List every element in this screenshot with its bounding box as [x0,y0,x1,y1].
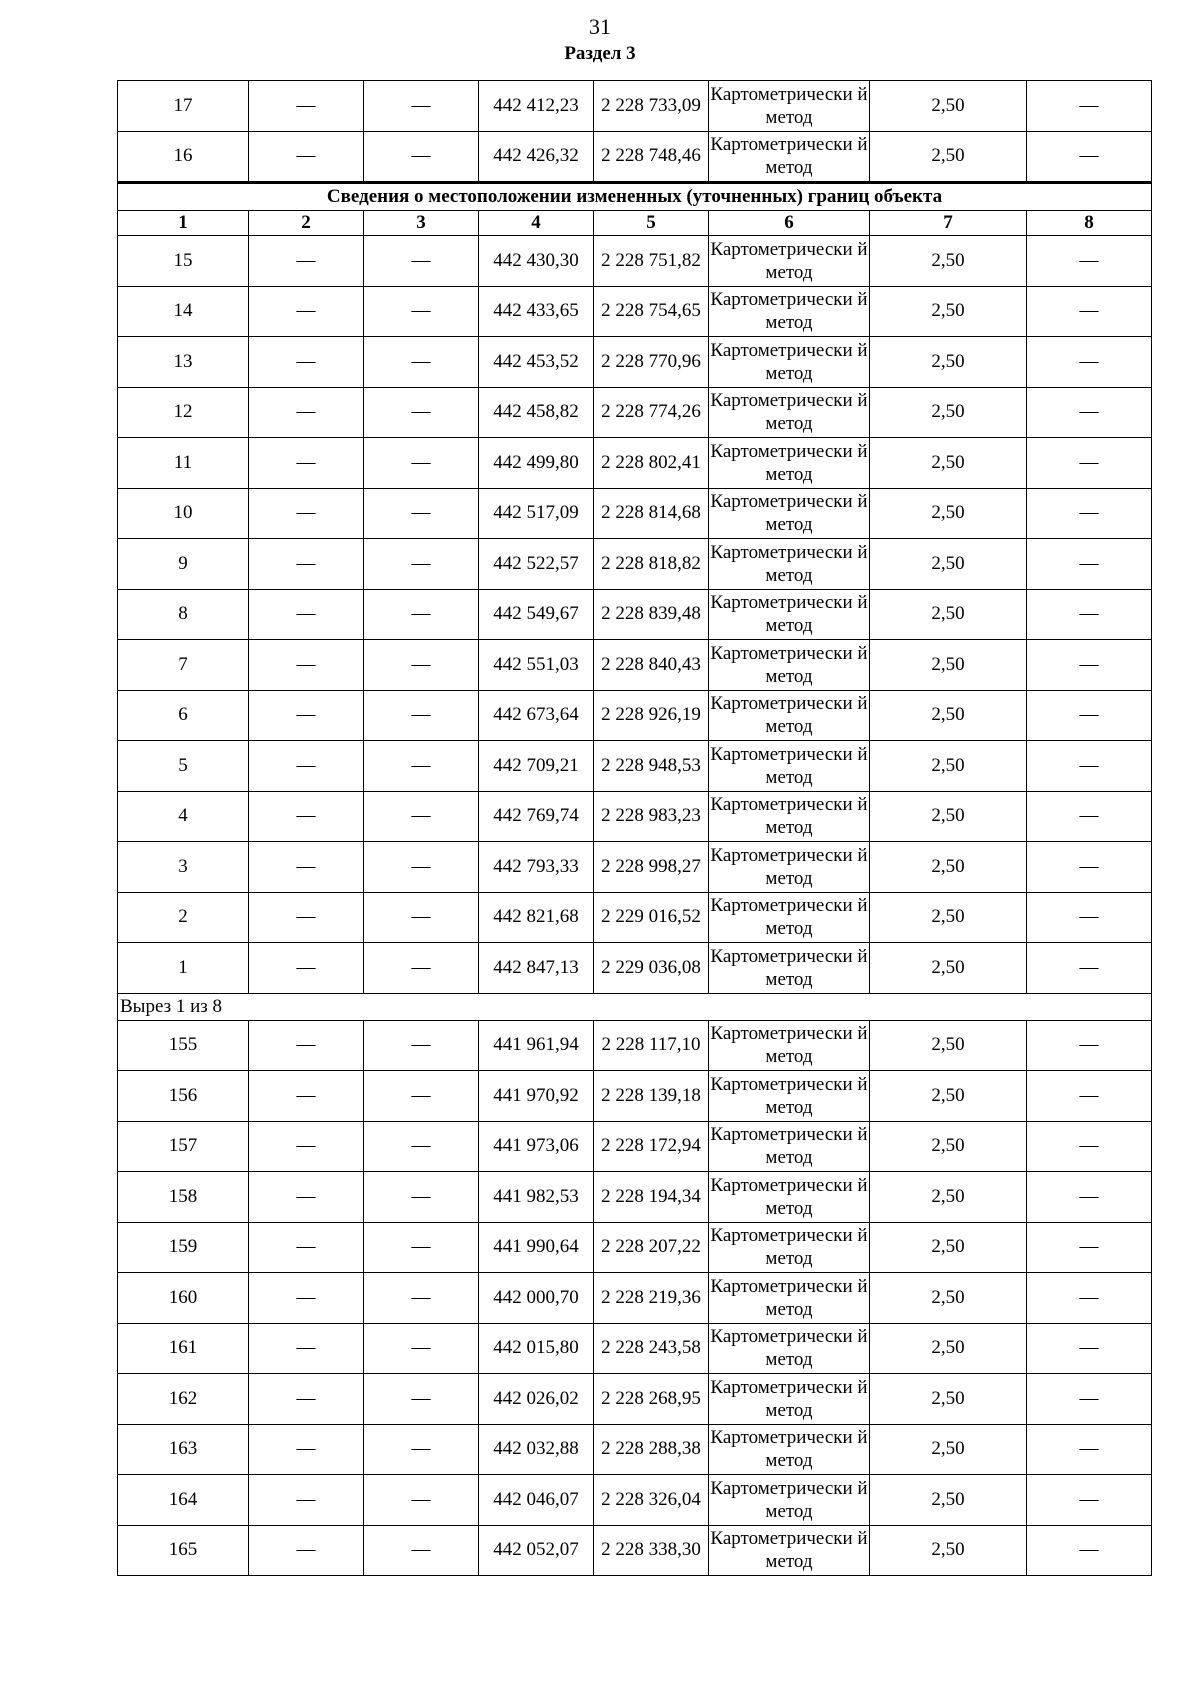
point-number-cell: 13 [118,337,249,388]
accuracy-cell: 2,50 [870,81,1027,132]
accuracy-cell: 2,50 [870,1525,1027,1576]
point-number-cell: 2 [118,892,249,943]
method-cell: Картометрически й метод [709,539,870,590]
point-number-cell: 15 [118,236,249,287]
y-coordinate-cell: 2 229 016,52 [594,892,709,943]
accuracy-cell: 2,50 [870,1020,1027,1071]
col3-cell: — [364,640,479,691]
col2-cell: — [249,337,364,388]
col8-cell: — [1027,589,1152,640]
col8-cell: — [1027,1071,1152,1122]
col3-cell: — [364,387,479,438]
accuracy-cell: 2,50 [870,690,1027,741]
col8-cell: — [1027,690,1152,741]
table-row [118,236,1152,287]
accuracy-cell: 2,50 [870,1071,1027,1122]
accuracy-cell: 2,50 [870,286,1027,337]
col8-cell: — [1027,488,1152,539]
y-coordinate-cell: 2 228 733,09 [594,81,709,132]
y-coordinate-cell: 2 228 814,68 [594,488,709,539]
method-cell: Картометрически й метод [709,1424,870,1475]
accuracy-cell: 2,50 [870,236,1027,287]
col2-cell: — [249,1273,364,1324]
method-cell: Картометрически й метод [709,1475,870,1526]
accuracy-cell: 2,50 [870,131,1027,183]
point-number-cell: 160 [118,1273,249,1324]
col8-cell: — [1027,943,1152,994]
method-cell: Картометрически й метод [709,286,870,337]
point-number-cell: 17 [118,81,249,132]
method-cell: Картометрически й метод [709,943,870,994]
cut-label-row [118,993,1152,1020]
method-cell: Картометрически й метод [709,1323,870,1374]
column-number: 5 [594,211,709,236]
method-cell: Картометрически й метод [709,640,870,691]
table-row [118,131,1152,183]
point-number-cell: 157 [118,1121,249,1172]
accuracy-cell: 2,50 [870,438,1027,489]
method-cell: Картометрически й метод [709,589,870,640]
method-cell: Картометрически й метод [709,131,870,183]
table-row [118,1172,1152,1223]
table-row [118,81,1152,132]
method-cell: Картометрически й метод [709,690,870,741]
accuracy-cell: 2,50 [870,943,1027,994]
table-row [118,690,1152,741]
method-cell: Картометрически й метод [709,438,870,489]
x-coordinate-cell: 442 517,09 [479,488,594,539]
col3-cell: — [364,741,479,792]
column-number: 1 [118,211,249,236]
table-row [118,438,1152,489]
accuracy-cell: 2,50 [870,1424,1027,1475]
method-cell: Картометрически й метод [709,1273,870,1324]
table-row [118,640,1152,691]
x-coordinate-cell: 442 499,80 [479,438,594,489]
section-heading-row [118,183,1152,211]
x-coordinate-cell: 442 026,02 [479,1374,594,1425]
col2-cell: — [249,892,364,943]
method-cell: Картометрически й метод [709,1525,870,1576]
column-number: 2 [249,211,364,236]
x-coordinate-cell: 442 847,13 [479,943,594,994]
method-cell: Картометрически й метод [709,1172,870,1223]
method-cell: Картометрически й метод [709,1121,870,1172]
col2-cell: — [249,488,364,539]
point-number-cell: 6 [118,690,249,741]
table-row [118,943,1152,994]
col3-cell: — [364,1525,479,1576]
table-row [118,337,1152,388]
method-cell: Картометрически й метод [709,1071,870,1122]
x-coordinate-cell: 442 000,70 [479,1273,594,1324]
col3-cell: — [364,438,479,489]
point-number-cell: 156 [118,1071,249,1122]
y-coordinate-cell: 2 228 117,10 [594,1020,709,1071]
col2-cell: — [249,943,364,994]
col2-cell: — [249,286,364,337]
x-coordinate-cell: 441 990,64 [479,1222,594,1273]
table-row [118,387,1152,438]
col2-cell: — [249,1475,364,1526]
accuracy-cell: 2,50 [870,1172,1027,1223]
accuracy-cell: 2,50 [870,1374,1027,1425]
x-coordinate-cell: 442 458,82 [479,387,594,438]
table-row [118,286,1152,337]
col3-cell: — [364,943,479,994]
point-number-cell: 16 [118,131,249,183]
col3-cell: — [364,286,479,337]
accuracy-cell: 2,50 [870,640,1027,691]
x-coordinate-cell: 442 673,64 [479,690,594,741]
accuracy-cell: 2,50 [870,791,1027,842]
col3-cell: — [364,488,479,539]
y-coordinate-cell: 2 228 840,43 [594,640,709,691]
method-cell: Картометрически й метод [709,892,870,943]
x-coordinate-cell: 442 709,21 [479,741,594,792]
col8-cell: — [1027,131,1152,183]
accuracy-cell: 2,50 [870,1121,1027,1172]
table-row [118,488,1152,539]
column-number: 8 [1027,211,1152,236]
y-coordinate-cell: 2 228 839,48 [594,589,709,640]
col2-cell: — [249,1020,364,1071]
col8-cell: — [1027,1121,1152,1172]
y-coordinate-cell: 2 228 983,23 [594,791,709,842]
x-coordinate-cell: 441 970,92 [479,1071,594,1122]
col8-cell: — [1027,842,1152,893]
col3-cell: — [364,1374,479,1425]
col8-cell: — [1027,741,1152,792]
column-number: 3 [364,211,479,236]
col8-cell: — [1027,236,1152,287]
x-coordinate-cell: 442 015,80 [479,1323,594,1374]
x-coordinate-cell: 442 769,74 [479,791,594,842]
col3-cell: — [364,1323,479,1374]
col3-cell: — [364,236,479,287]
y-coordinate-cell: 2 228 243,58 [594,1323,709,1374]
table-row [118,1020,1152,1071]
col3-cell: — [364,1424,479,1475]
col2-cell: — [249,1374,364,1425]
col3-cell: — [364,842,479,893]
col8-cell: — [1027,640,1152,691]
point-number-cell: 162 [118,1374,249,1425]
accuracy-cell: 2,50 [870,1273,1027,1324]
coordinates-table [117,80,1152,1576]
col8-cell: — [1027,1020,1152,1071]
x-coordinate-cell: 442 433,65 [479,286,594,337]
method-cell: Картометрически й метод [709,387,870,438]
col8-cell: — [1027,1273,1152,1324]
col8-cell: — [1027,1424,1152,1475]
point-number-cell: 1 [118,943,249,994]
accuracy-cell: 2,50 [870,589,1027,640]
col3-cell: — [364,1121,479,1172]
section-heading: Сведения о местоположении измененных (уточненных) границ объекта [118,183,1152,211]
x-coordinate-cell: 442 793,33 [479,842,594,893]
col3-cell: — [364,1172,479,1223]
col2-cell: — [249,1424,364,1475]
col8-cell: — [1027,1374,1152,1425]
x-coordinate-cell: 442 522,57 [479,539,594,590]
x-coordinate-cell: 441 982,53 [479,1172,594,1223]
point-number-cell: 5 [118,741,249,792]
x-coordinate-cell: 442 046,07 [479,1475,594,1526]
table-row [118,1273,1152,1324]
y-coordinate-cell: 2 228 288,38 [594,1424,709,1475]
point-number-cell: 164 [118,1475,249,1526]
y-coordinate-cell: 2 228 751,82 [594,236,709,287]
col2-cell: — [249,1222,364,1273]
col8-cell: — [1027,539,1152,590]
col3-cell: — [364,1475,479,1526]
accuracy-cell: 2,50 [870,741,1027,792]
x-coordinate-cell: 442 821,68 [479,892,594,943]
point-number-cell: 155 [118,1020,249,1071]
table-row [118,892,1152,943]
col8-cell: — [1027,387,1152,438]
col3-cell: — [364,81,479,132]
col8-cell: — [1027,1525,1152,1576]
column-number: 7 [870,211,1027,236]
point-number-cell: 163 [118,1424,249,1475]
col8-cell: — [1027,1172,1152,1223]
col2-cell: — [249,438,364,489]
y-coordinate-cell: 2 228 770,96 [594,337,709,388]
col8-cell: — [1027,81,1152,132]
col3-cell: — [364,539,479,590]
y-coordinate-cell: 2 228 172,94 [594,1121,709,1172]
col2-cell: — [249,131,364,183]
col2-cell: — [249,741,364,792]
column-numbers-row [118,211,1152,236]
method-cell: Картометрически й метод [709,1020,870,1071]
col8-cell: — [1027,1323,1152,1374]
col2-cell: — [249,690,364,741]
x-coordinate-cell: 442 430,30 [479,236,594,287]
y-coordinate-cell: 2 228 194,34 [594,1172,709,1223]
col2-cell: — [249,1071,364,1122]
y-coordinate-cell: 2 228 207,22 [594,1222,709,1273]
col3-cell: — [364,892,479,943]
table-body [118,81,1152,1576]
table-row [118,1222,1152,1273]
point-number-cell: 10 [118,488,249,539]
accuracy-cell: 2,50 [870,892,1027,943]
method-cell: Картометрически й метод [709,1374,870,1425]
table-row [118,1525,1152,1576]
point-number-cell: 8 [118,589,249,640]
x-coordinate-cell: 442 412,23 [479,81,594,132]
col2-cell: — [249,1525,364,1576]
col3-cell: — [364,337,479,388]
accuracy-cell: 2,50 [870,842,1027,893]
col2-cell: — [249,589,364,640]
y-coordinate-cell: 2 228 219,36 [594,1273,709,1324]
col2-cell: — [249,539,364,590]
col2-cell: — [249,842,364,893]
col2-cell: — [249,1172,364,1223]
point-number-cell: 12 [118,387,249,438]
accuracy-cell: 2,50 [870,1475,1027,1526]
y-coordinate-cell: 2 228 268,95 [594,1374,709,1425]
col8-cell: — [1027,1222,1152,1273]
method-cell: Картометрически й метод [709,791,870,842]
y-coordinate-cell: 2 228 998,27 [594,842,709,893]
point-number-cell: 3 [118,842,249,893]
section-title: Раздел 3 [564,43,636,64]
x-coordinate-cell: 441 973,06 [479,1121,594,1172]
col3-cell: — [364,1222,479,1273]
table-row [118,1475,1152,1526]
y-coordinate-cell: 2 228 802,41 [594,438,709,489]
col2-cell: — [249,1323,364,1374]
point-number-cell: 165 [118,1525,249,1576]
table-row [118,842,1152,893]
x-coordinate-cell: 442 052,07 [479,1525,594,1576]
col3-cell: — [364,131,479,183]
point-number-cell: 161 [118,1323,249,1374]
col2-cell: — [249,236,364,287]
point-number-cell: 9 [118,539,249,590]
column-number: 4 [479,211,594,236]
col2-cell: — [249,791,364,842]
table-row [118,1121,1152,1172]
col8-cell: — [1027,892,1152,943]
col8-cell: — [1027,286,1152,337]
x-coordinate-cell: 442 549,67 [479,589,594,640]
col2-cell: — [249,640,364,691]
col2-cell: — [249,387,364,438]
col3-cell: — [364,1273,479,1324]
method-cell: Картометрически й метод [709,741,870,792]
y-coordinate-cell: 2 228 754,65 [594,286,709,337]
table-row [118,791,1152,842]
accuracy-cell: 2,50 [870,539,1027,590]
x-coordinate-cell: 442 551,03 [479,640,594,691]
y-coordinate-cell: 2 228 748,46 [594,131,709,183]
x-coordinate-cell: 442 032,88 [479,1424,594,1475]
col2-cell: — [249,1121,364,1172]
method-cell: Картометрически й метод [709,337,870,388]
col3-cell: — [364,791,479,842]
y-coordinate-cell: 2 229 036,08 [594,943,709,994]
y-coordinate-cell: 2 228 818,82 [594,539,709,590]
point-number-cell: 4 [118,791,249,842]
col8-cell: — [1027,791,1152,842]
method-cell: Картометрически й метод [709,842,870,893]
col3-cell: — [364,1020,479,1071]
table-row [118,539,1152,590]
col3-cell: — [364,589,479,640]
accuracy-cell: 2,50 [870,1222,1027,1273]
table-row [118,589,1152,640]
point-number-cell: 158 [118,1172,249,1223]
table-row [118,1071,1152,1122]
x-coordinate-cell: 441 961,94 [479,1020,594,1071]
y-coordinate-cell: 2 228 139,18 [594,1071,709,1122]
col2-cell: — [249,81,364,132]
point-number-cell: 159 [118,1222,249,1273]
point-number-cell: 7 [118,640,249,691]
method-cell: Картометрически й метод [709,81,870,132]
table-row [118,1323,1152,1374]
page-number: 31 [589,14,611,39]
y-coordinate-cell: 2 228 926,19 [594,690,709,741]
x-coordinate-cell: 442 453,52 [479,337,594,388]
x-coordinate-cell: 442 426,32 [479,131,594,183]
accuracy-cell: 2,50 [870,1323,1027,1374]
accuracy-cell: 2,50 [870,387,1027,438]
column-number: 6 [709,211,870,236]
col8-cell: — [1027,1475,1152,1526]
col3-cell: — [364,1071,479,1122]
table-row [118,1424,1152,1475]
table-row [118,741,1152,792]
col8-cell: — [1027,337,1152,388]
y-coordinate-cell: 2 228 338,30 [594,1525,709,1576]
point-number-cell: 11 [118,438,249,489]
cut-label: Вырез 1 из 8 [118,993,1152,1020]
y-coordinate-cell: 2 228 326,04 [594,1475,709,1526]
method-cell: Картометрически й метод [709,1222,870,1273]
method-cell: Картометрически й метод [709,236,870,287]
point-number-cell: 14 [118,286,249,337]
table-row [118,1374,1152,1425]
method-cell: Картометрически й метод [709,488,870,539]
y-coordinate-cell: 2 228 948,53 [594,741,709,792]
col3-cell: — [364,690,479,741]
accuracy-cell: 2,50 [870,337,1027,388]
accuracy-cell: 2,50 [870,488,1027,539]
col8-cell: — [1027,438,1152,489]
y-coordinate-cell: 2 228 774,26 [594,387,709,438]
